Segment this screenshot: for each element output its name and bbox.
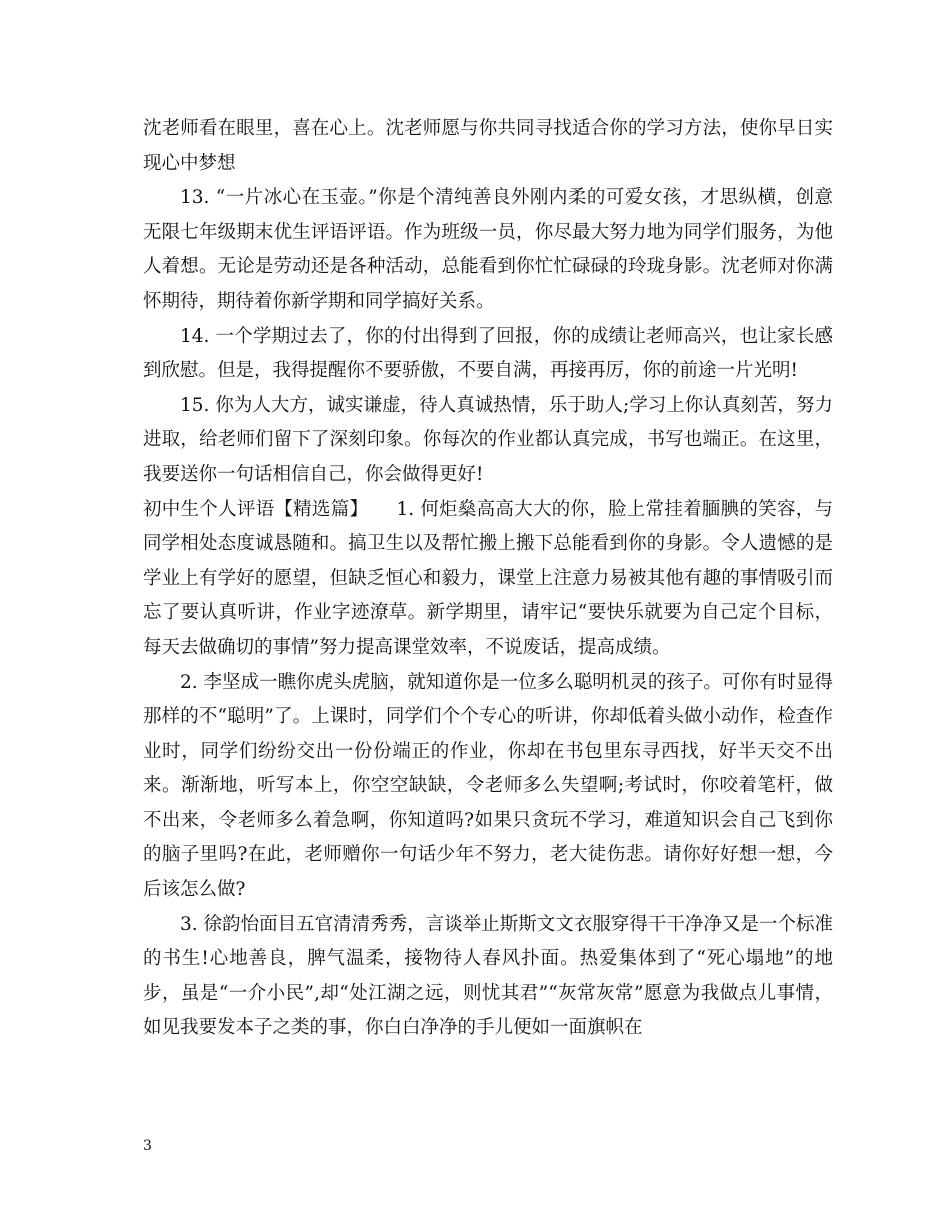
paragraph-4: 15. 你为人大方，诚实谦虚，待人真诚热情，乐于助人;学习上你认真刻苦，努力进取，给老师们留下了深刻印象。你每次的作业都认真完成，书写也端正。在这里，我要送你一句话相信自己，你会做得更好!	[143, 394, 833, 485]
document-body	[143, 112, 833, 1046]
paragraph-5: 初中生个人评语【精选篇】 1. 何炬燊高高大大的你，脸上常挂着腼腆的笑容，与同学相处态度诚恳随和。搞卫生以及帮忙搬上搬下总能看到你的身影。令人遗憾的是学业上有学好的愿望，但缺乏恒心和毅力，课堂上注意力易被其他有趣的事情吸引而忘了要认真听讲，作业字迹潦草。新学期里，请牢记“要快乐就要为自己定个目标，每天去做确切的事情”努力提高课堂效率，不说废话，提高成绩。	[143, 498, 833, 658]
page-number: 3	[143, 1138, 152, 1154]
paragraph-3: 14. 一个学期过去了，你的付出得到了回报，你的成绩让老师高兴，也让家长感到欣慰。但是，我得提醒你不要骄傲，不要自满，再接再厉，你的前途一片光明!	[143, 325, 833, 382]
paragraph-7: 3. 徐韵怡面目五官清清秀秀，言谈举止斯斯文文衣服穿得干干净净又是一个标准的书生!心地善良，脾气温柔，接物待人春风扑面。热爱集体到了“死心塌地”的地步，虽是“一介小民”,却“处江湖之远，则忧其君”“灰常灰常”愿意为我做点儿事情，如见我要发本子之类的事，你白白净净的手儿便如一面旗帜在	[143, 913, 833, 1039]
paragraph-2: 13. “一片冰心在玉壶。”你是个清纯善良外刚内柔的可爱女孩，才思纵横，创意无限七年级期末优生评语评语。作为班级一员，你尽最大努力地为同学们服务，为他人着想。无论是劳动还是各种活动，总能看到你忙忙碌碌的玲珑身影。沈老师对你满怀期待，期待着你新学期和同学搞好关系。	[143, 187, 833, 312]
paragraph-1: 沈老师看在眼里，喜在心上。沈老师愿与你共同寻找适合你的学习方法，使你早日实现心中梦想	[143, 118, 833, 174]
paragraph-6: 2. 李坚成一瞧你虎头虎脑，就知道你是一位多么聪明机灵的孩子。可你有时显得那样的不“聪明”了。上课时，同学们个个专心的听讲，你却低着头做小动作，检查作业时，同学们纷纷交出一份份端正的作业，你却在书包里东寻西找，好半天交不出来。渐渐地，听写本上，你空空缺缺，令老师多么失望啊;考试时，你咬着笔杆，做不出来，令老师多么着急啊，你知道吗?如果只贪玩不学习，难道知识会自己飞到你的脑子里吗?在此，老师赠你一句话少年不努力，老大徒伤悲。请你好好想一想，今后该怎么做?	[143, 671, 833, 901]
